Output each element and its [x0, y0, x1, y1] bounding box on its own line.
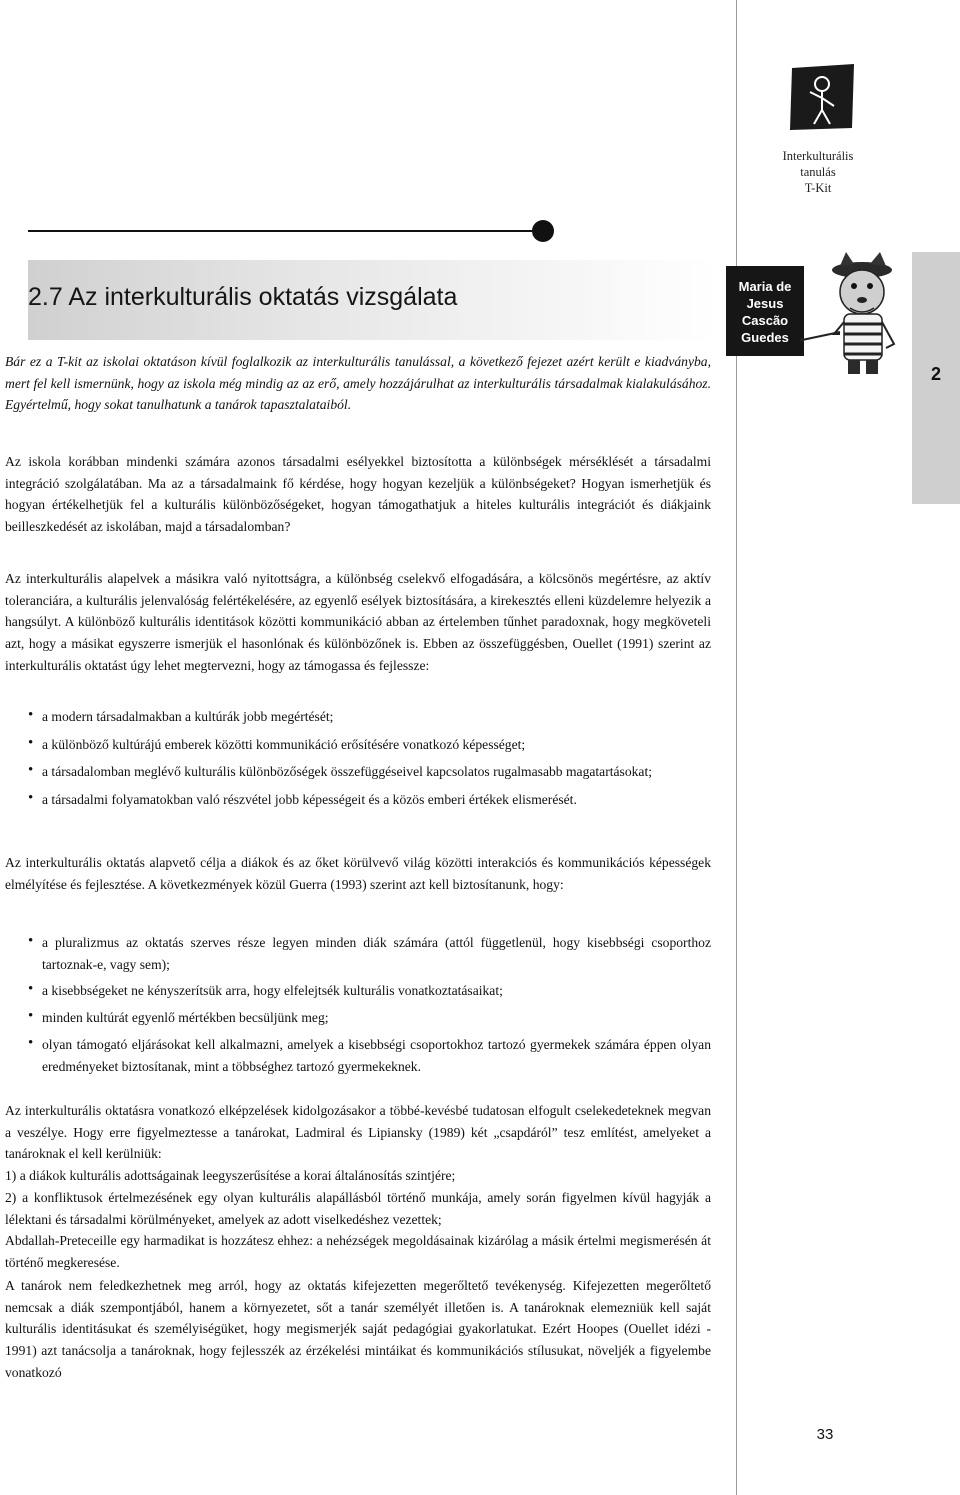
- list-item: • a kisebbségeket ne kényszerítsük arra, hogy elfelejtsék kulturális vonatkoztatásaikat;: [5, 980, 711, 1002]
- paragraph-line: 1) a diákok kulturális adottságainak leegyszerűsítése a korai általánosítás szintjére;: [5, 1168, 456, 1184]
- list-item: • minden kultúrát egyenlő mértékben becsüljünk meg;: [5, 1007, 711, 1029]
- body-paragraph: [5, 1100, 711, 1274]
- body-paragraph: Az iskola korábban mindenki számára azonos társadalmi esélyekkel biztosította a különbségek mérséklését a társadalmi integráció szolgálatában. Ma az a társadalmaink fő kérdése, hogy hogyan kezeljük a különbségeket? Hogyan ismerhetjük és hogyan értékelhetjük fel a kulturális különbözőségeket, hogyan támogathatjuk a hiteles kulturális integrációt és diákjaink beilleszkedését az iskolában, majd a társadalomban?: [5, 454, 711, 535]
- list-item: • a modern társadalmakban a kultúrák jobb megértését;: [5, 706, 711, 728]
- paragraph-line: Abdallah-Preteceille egy harmadikat is hozzátesz ehhez: a nehézségek megoldásainak kizárólag a másik értelmi megismerésén át történő megkeresése.: [5, 1233, 711, 1270]
- intro-paragraph: Bár ez a T-kit az iskolai oktatáson kívül foglalkozik az interkulturális tanulással, a következő fejezet azért került e kiadványba, mert fel kell ismernünk, hogy az iskola még mindig az az erő, amely hozzájárulhat az interkulturális társadalmak kialakulásához. Egyértelmű, hogy sokat tanulhatunk a tanárok tapasztalataiból.: [5, 354, 711, 413]
- list-item: • a különböző kultúrájú emberek közötti kommunikáció erősítésére vonatkozó képességet;: [5, 734, 711, 756]
- side-title-line: T-Kit: [804, 181, 832, 195]
- section-heading: 2.7 Az interkulturális oktatás vizsgálata: [28, 283, 458, 311]
- author-name-line: Maria de: [738, 279, 792, 294]
- section-rule: [28, 230, 540, 232]
- author-badge: [726, 266, 804, 356]
- bullet-list: [5, 706, 711, 817]
- paragraph-line: Az interkulturális oktatásra vonatkozó elképzelések kidolgozásakor a többé-kevésbé tudatosan elfogult cselekedeteknek megvan a veszélye. Hogy erre figyelmeztesse a tanárokat, Ladmiral és Lipiansky (1989) két „csapdáról” tesz említést, amelyeket a tanároknak el kell kerülniük:: [5, 1103, 711, 1162]
- page-number: 33: [816, 1426, 834, 1443]
- paragraph-line: 2) a konfliktusok értelmezésének egy olyan kulturális alapállásból történő munkája, amely során figyelmen kívül hagyják a lélektani és társadalmi körülményeket, amelyek az adott viselkedéshez vezettek;: [5, 1189, 711, 1227]
- body-paragraph: Az interkulturális alapelvek a másikra való nyitottságra, a különbség cselekvő elfogadására, a kölcsönös megértésre, az aktív toleranciára, a kulturális jelenvalóság felértékelésére, az egyenlő esélyek biztosítására, a kirekesztés elleni küzdelemre helyezik a hangsúlyt. A különböző kulturális identitások közötti kommunikáció abban az értelemben tűnhet paradoxnak, hogy megköveteli azt, hogy a másikat egyszerre ismerjük el hasonlónak és különbözőnek is. Ebben az összefüggésben, Ouellet (1991) szerint az interkulturális oktatást úgy lehet megtervezni, hogy az támogassa és fejlessze:: [5, 571, 711, 673]
- author-name-line: Jesus: [746, 296, 784, 311]
- cartoon-cat-teacher-icon: [800, 252, 912, 378]
- author-name-line: Cascão: [741, 313, 789, 328]
- body-paragraph: Az interkulturális oktatás alapvető célja a diákok és az őket körülvevő világ közötti interakciós és kommunikációs képességek elmélyítése és fejlesztése. A következmények közül Guerra (1993) szerint azt kell biztosítanunk, hogy:: [5, 855, 711, 892]
- side-publication-title: [738, 148, 898, 196]
- chalkboard-figure-icon: [788, 62, 858, 134]
- side-title-line: Interkulturális: [782, 149, 854, 163]
- chapter-number: 2: [930, 364, 941, 384]
- body-paragraph: A tanárok nem feledkezhetnek meg arról, hogy az oktatás kifejezetten megerőltető tevékenység. Kifejezetten megerőltető nemcsak a diák szempontjából, hanem a környezetet, sőt a tanár személyét illetően is. A tanároknak elemezniük kell saját kulturális identitásukat és személyiségüket, hogy megismerjék saját pedagógiai gyakorlatukat. Ezért Hoopes (Ouellet idézi - 1991) azt tanácsolja a tanároknak, hogy fejlesszék az érzékelési mintáikat és kommunikációs stílusukat, növeljék a figyelembe vonatkozó: [5, 1278, 711, 1380]
- list-item: • a pluralizmus az oktatás szerves része legyen minden diák számára (attól függetlenül, hogy kisebbségi csoporthoz tartoznak-e, vagy sem);: [5, 932, 711, 975]
- list-item: • a társadalomban meglévő kulturális különbözőségek összefüggéseivel kapcsolatos rugalmasabb magatartásokat;: [5, 761, 711, 783]
- author-name-line: Guedes: [741, 330, 789, 345]
- section-rule-dot: [532, 220, 554, 242]
- list-item: • a társadalmi folyamatokban való részvétel jobb képességeit és a közös emberi értékek elismerését.: [5, 789, 711, 811]
- bullet-list: [5, 932, 711, 1082]
- list-item: • olyan támogató eljárásokat kell alkalmazni, amelyek a kisebbségi csoportokhoz tartozó gyermekek számára éppen olyan eredményeket biztosítanak, mint a többséghez tartozó gyermekeknek.: [5, 1034, 711, 1077]
- margin-divider-line: [736, 0, 737, 1495]
- side-title-line: tanulás: [800, 165, 836, 179]
